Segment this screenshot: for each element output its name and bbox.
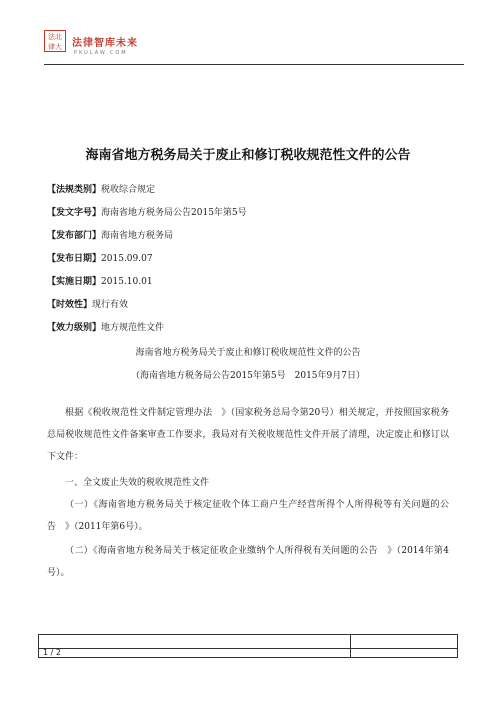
- meta-issuer: [47, 230, 173, 242]
- meta-value: 海南省地方税务局: [101, 231, 174, 241]
- body-paragraph-2: 一、全文废止失效的税收规范性文件: [65, 478, 210, 488]
- document-header: [44, 30, 464, 70]
- meta-level: [47, 322, 164, 334]
- meta-key: 【法规类别】: [47, 185, 102, 195]
- body-paragraph-3: （一）《海南省地方税务局关于核定征收个体工商户生产经营所得个人所得税等有关问题的公告 》（2011年第6号）。: [47, 500, 449, 532]
- meta-value: 税收综合规定: [101, 185, 156, 195]
- meta-validity: [47, 299, 128, 311]
- footer-divider: [350, 635, 351, 657]
- footer-top-cell: [39, 635, 457, 649]
- body-paragraph-1: 根据《税收规范性文件制定管理办法 》（国家税务总局令第20号）相关规定，并按照国家税务总局税收规范性文件备案审查工作要求，我局对有关税收规范性文件开展了清理，决定废止和修订以下文件：: [47, 408, 449, 462]
- meta-key: 【实施日期】: [47, 277, 102, 287]
- header-divider: [44, 64, 464, 65]
- meta-value: 2015.09.07: [101, 254, 153, 264]
- meta-issue-date: [47, 253, 153, 265]
- meta-value: 海南省地方税务局公告2015年第5号: [101, 208, 247, 218]
- logo-domain: PKULAW.COM: [74, 50, 128, 56]
- meta-effective-date: [47, 276, 153, 288]
- meta-doc-number: [47, 207, 247, 219]
- meta-value: 2015.10.01: [101, 277, 153, 287]
- meta-value: 现行有效: [92, 300, 129, 310]
- subtitle: 海南省地方税务局关于废止和修订税收规范性文件的公告: [135, 348, 361, 358]
- document-title: 海南省地方税务局关于废止和修订税收规范性文件的公告: [85, 148, 411, 163]
- meta-value: 地方规范性文件: [101, 323, 165, 333]
- meta-key: 【发布部门】: [47, 231, 102, 241]
- meta-category: [47, 184, 155, 196]
- logo-seal-icon: 法北 律大: [44, 30, 66, 52]
- page-number: 1 / 2: [43, 648, 61, 657]
- meta-key: 【效力级别】: [47, 323, 102, 333]
- meta-key: 【发布日期】: [47, 254, 102, 264]
- meta-key: 【时效性】: [47, 300, 93, 310]
- body-paragraph-4: （二）《海南省地方税务局关于核定征收企业缴纳个人所得税有关问题的公告 》（2014年第4号）。: [47, 546, 449, 578]
- meta-key: 【发文字号】: [47, 208, 102, 218]
- logo-text: 法律智库未来: [72, 38, 138, 49]
- subtitle-docnumber: （海南省地方税务局公告2015年第5号 2015年9月7日）: [131, 371, 365, 381]
- page-footer: [38, 634, 458, 658]
